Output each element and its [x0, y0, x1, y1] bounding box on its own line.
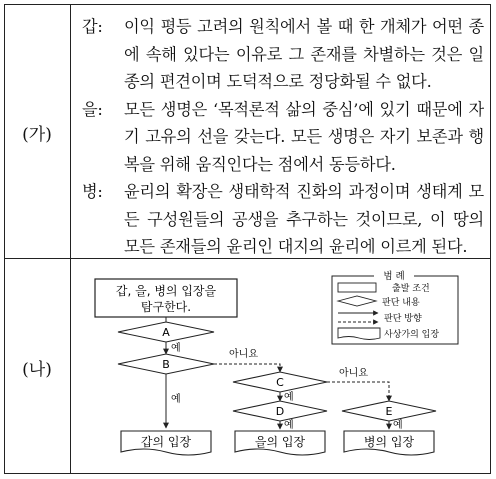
statement-gap-text: 이익 평등 고려의 원칙에서 볼 때 한 개체가 어떤 종에 속해 있다는 이유로 그 존재를 차별하는 것은 일종의 편견이며 도덕적으로 정당화될 수 없다. — [124, 17, 484, 91]
decision-e-label: E — [385, 405, 393, 418]
yes-label-e: 예 — [393, 420, 403, 431]
start-text-line1: 갑, 을, 병의 입장을 — [115, 284, 217, 298]
legend-start-icon — [338, 283, 376, 292]
arrow-b-to-c — [214, 364, 280, 372]
yes-label-d: 예 — [284, 420, 294, 431]
row-label-na: (나) — [22, 360, 52, 380]
decision-a-label: A — [162, 326, 170, 339]
no-label-c: 아니요 — [339, 368, 368, 379]
end-eul-label: 을의 입장 — [254, 435, 306, 449]
row-label-ga: (가) — [22, 125, 52, 145]
start-text-line2: 탐구한다. — [140, 300, 192, 314]
legend-decision-icon — [338, 296, 376, 306]
decision-d-label: D — [275, 405, 285, 418]
yes-label-c: 예 — [284, 392, 294, 403]
legend — [332, 270, 458, 344]
legend-position-label: 사상가의 입장 — [384, 330, 440, 340]
end-gap-label: 갑의 입장 — [140, 435, 192, 449]
legend-start-label: 출발 조건 — [392, 284, 430, 294]
no-label-b: 아니요 — [229, 349, 258, 360]
decision-b-label: B — [162, 358, 170, 371]
yes-label-a: 예 — [171, 343, 181, 354]
speaker-byeong: 병: — [82, 182, 103, 201]
arrow-c-to-e — [327, 382, 389, 401]
speaker-gap: 갑: — [82, 17, 103, 36]
yes-label-b: 예 — [171, 394, 181, 405]
decision-c-label: C — [276, 376, 284, 389]
statement-byeong-text: 윤리의 확장은 생태학적 진화의 과정이며 생태계 모든 구성원들의 공생을 추구하는 것이므로, 이 땅의 모든 존재들의 윤리인 대지의 윤리에 이르게 된다. — [124, 182, 484, 256]
legend-decision-label: 판단 내용 — [382, 298, 420, 308]
legend-direction-label: 판단 방향 — [384, 314, 422, 324]
legend-title: 범 례 — [383, 271, 405, 282]
legend-position-icon — [338, 328, 380, 340]
end-byeong-label: 병의 입장 — [363, 435, 415, 449]
speaker-eul: 을: — [82, 99, 103, 119]
statement-eul-text: 모든 생명은 ‘목적론적 삶의 중심’에 있기 때문에 자기 고유의 선을 갖는다. 모든 생명은 자기 보존과 행복을 위해 움직인다는 점에서 동등하다. — [124, 99, 484, 174]
